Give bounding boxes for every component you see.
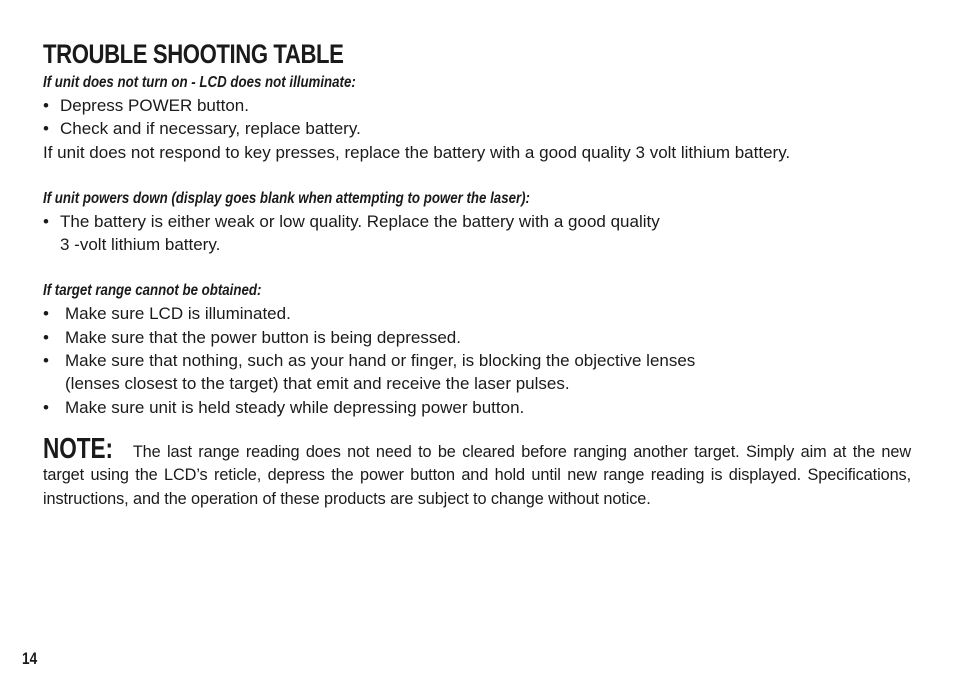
- list-item-text: Make sure unit is held steady while depressing power button.: [65, 397, 525, 417]
- bullet-symbol: •: [43, 397, 49, 417]
- list-item-continuation: (lenses closest to the target) that emit and receive the laser pulses.: [65, 374, 570, 394]
- bullet-symbol: •: [43, 211, 49, 231]
- list-item-continuation: 3 -volt lithium battery.: [60, 235, 221, 255]
- list-item: [43, 117, 911, 140]
- bullet-symbol: •: [43, 327, 49, 347]
- list-item-text: Check and if necessary, replace battery.: [60, 119, 361, 139]
- bullet-symbol: •: [43, 96, 49, 115]
- spacer: [43, 256, 911, 279]
- section-no-power: [43, 71, 911, 164]
- bullet-symbol: •: [43, 119, 49, 139]
- list-item-text: Depress POWER button.: [60, 96, 249, 115]
- spacer: [43, 164, 911, 187]
- section-heading: If target range cannot be obtained:: [43, 282, 262, 300]
- page-title: TROUBLE SHOOTING TABLE: [43, 39, 344, 69]
- bullet-symbol: •: [43, 351, 49, 371]
- section-no-range: [43, 279, 911, 418]
- manual-page: [43, 38, 911, 511]
- section-heading: If unit does not turn on - LCD does not illuminate:: [43, 74, 356, 91]
- list-item-text: Make sure that nothing, such as your hand or finger, is blocking the objective lenses: [65, 351, 696, 371]
- list-item: [43, 210, 911, 233]
- list-item: [43, 326, 911, 349]
- note-paragraph: [43, 432, 911, 512]
- list-item-text: Make sure LCD is illuminated.: [65, 304, 291, 324]
- note-text: The last range reading does not need to be cleared before ranging another target. Simply aim at the new target using the LCD’s reticle, depress the power button and hold until new range reading is displayed. Specifications, instructions, and the operation of these products are subject to change without notice.: [43, 442, 911, 508]
- section-powers-down: [43, 187, 911, 257]
- list-item: [43, 302, 911, 325]
- section-text: If unit does not respond to key presses, replace the battery with a good quality 3 volt lithium battery.: [43, 142, 791, 162]
- bullet-symbol: •: [43, 304, 49, 324]
- note-label: NOTE:: [43, 432, 113, 465]
- list-item: [43, 94, 911, 117]
- list-item-text: The battery is either weak or low quality. Replace the battery with a good quality: [60, 211, 660, 231]
- page-number: 14: [22, 649, 38, 668]
- list-item: [43, 396, 911, 419]
- list-item-text: Make sure that the power button is being depressed.: [65, 327, 461, 347]
- list-item: [43, 349, 911, 372]
- section-heading: If unit powers down (display goes blank when attempting to power the laser):: [43, 189, 530, 207]
- spacer: [43, 419, 911, 439]
